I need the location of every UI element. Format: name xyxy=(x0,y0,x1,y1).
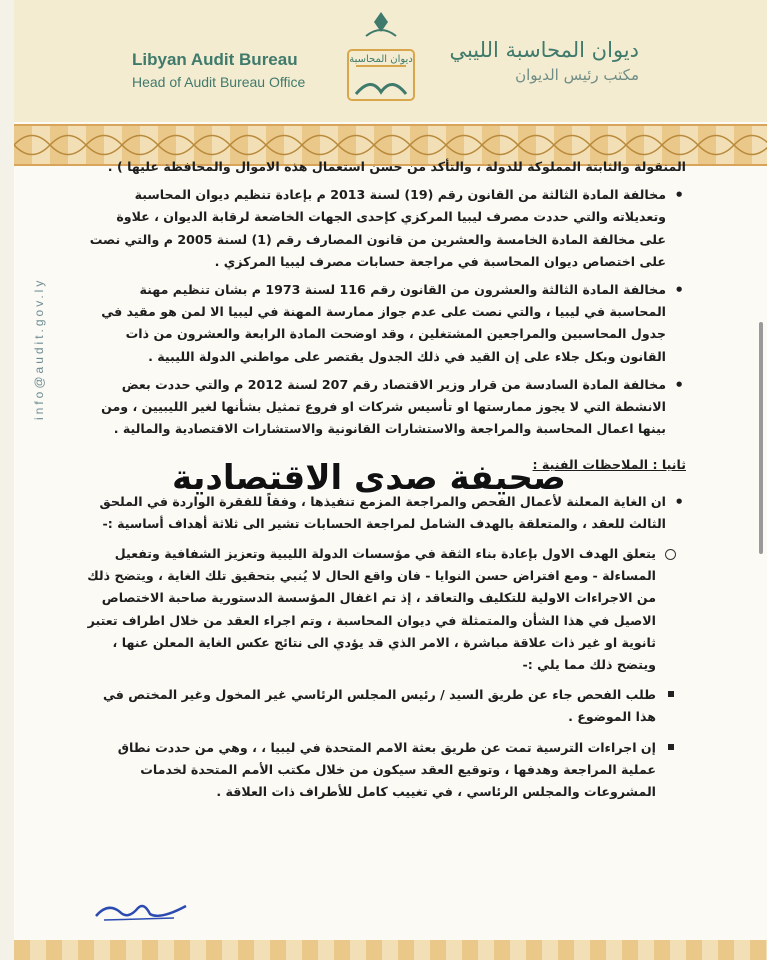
newspaper-watermark: صحيفة صدى الاقتصادية xyxy=(172,458,566,498)
objective-item-1: يتعلق الهدف الاول بإعادة بناء الثقة في مؤسسات الدولة الليبية وتعزيز الشفافية وتفعيل المساءلة - ومع افتراض حسن النوايا - فان واقع الحال لا يُنبي بتحقيق تلك الغاية ، ويتضح ذلك من الاجراءات الاولية للتكليف والتعاقد ، إذ تم اغفال المؤسسة الدستورية صاحبة الاختصاص الاصيل في هذا الشأن والمتمثلة في ديوان المحاسبة ، وتم اجراء العقد من خلال اطراف تعتبر ثانوية او غير ذات علاقة مباشرة ، الامر الذي قد يؤدي الى نتائج عكس الغاية المعلن عنها ، ويتضح ذلك مما يلي :- xyxy=(86,543,686,676)
sub-point-2: إن اجراءات الترسية تمت عن طريق بعثة الامم المتحدة في ليبيا ، ، وهي من حددت نطاق عملية المراجعة وهدفها ، وتوقيع العقد سيكون من خلال مكتب الأمم المتحدة لخدمات المشروعات والمجلس الرئاسي ، في تغييب كامل للأطراف ذات العلاقة . xyxy=(86,737,686,804)
letterhead xyxy=(14,0,767,122)
paragraph-continuation: المنقولة والثابتة المملوكة للدولة ، والتأكد من حسن استعمال هذه الاموال والمحافظة عليها ) . xyxy=(107,159,686,174)
side-email: info@audit.gov.ly xyxy=(32,277,46,420)
section-heading: ثانيا : الملاحظات الفنية : xyxy=(532,457,686,473)
office-name-en: Head of Audit Bureau Office xyxy=(132,74,306,90)
violation-item-3: • مخالفة المادة السادسة من قرار وزير الاقتصاد رقم 207 لسنة 2012 م والتي حددت بعض الانشطة التي لا يجوز ممارستها او تأسيس شركات او فروع تمثيل بشأنها لغير الليبيين ، ومن بينها اعمال المحاسبة والمراجعة والاستشارات القانونية والاستشارات الاقتصادية والمالية . xyxy=(86,374,686,441)
english-title-block xyxy=(132,50,305,90)
technical-note-1: • ان الغاية المعلنة لأعمال الفحص والمراجعة المزمع تنفيذها ، وفقاً للفقرة الواردة في الملحق الثالث للعقد ، والمتعلقة بالهدف الشامل لمراجعة الحسابات تشير الى ثلاثة أهداف أساسية :- xyxy=(86,491,686,535)
arabic-title-block xyxy=(449,38,639,84)
audit-bureau-emblem-icon xyxy=(326,6,436,106)
emblem-text: ديوان المحاسبة xyxy=(349,54,413,65)
footer-border xyxy=(14,940,767,960)
signature-icon xyxy=(94,898,190,924)
violation-item-1: • مخالفة المادة الثالثة من القانون رقم (19) لسنة 2013 م بإعادة تنظيم ديوان المحاسبة وتعديلاته والتي حددت مصرف ليبيا المركزي كإحدى الجهات الخاضعة لرقابة الديوان ، علاوة على مخالفة المادة الخامسة والعشرين من قانون المصارف رقم (1) لسنة 2005 م والتي نصت على اختصاص ديوان المحاسبة في مراجعة حسابات مصرف ليبيا المركزي . xyxy=(86,184,686,273)
violation-item-2: • مخالفة المادة الثالثة والعشرون من القانون رقم 116 لسنة 1973 م بشان تنظيم مهنة المحاسبة في ليبيا ، والتي نصت على عدم جواز ممارسة المهنة في ليبيا الا لمن هو مقيد في جدول المحاسبين والمراجعين المشتغلين ، وقد اوضحت المادة الرابعة والعشرون من ذات القانون وبكل جلاء على إن القيد في ذلك الجدول يقتصر على مواطني الدولة الليبية . xyxy=(86,279,686,368)
org-name-ar: ديوان المحاسبة الليبي xyxy=(449,38,639,62)
document-page xyxy=(14,0,767,960)
office-name-ar: مكتب رئيس الديوان xyxy=(515,66,639,84)
scrollbar[interactable] xyxy=(759,322,763,554)
sub-point-1: طلب الفحص جاء عن طريق السيد / رئيس المجلس الرئاسي غير المخول وغير المختص في هذا الموضوع . xyxy=(86,684,686,728)
org-name-en: Libyan Audit Bureau xyxy=(132,50,298,69)
